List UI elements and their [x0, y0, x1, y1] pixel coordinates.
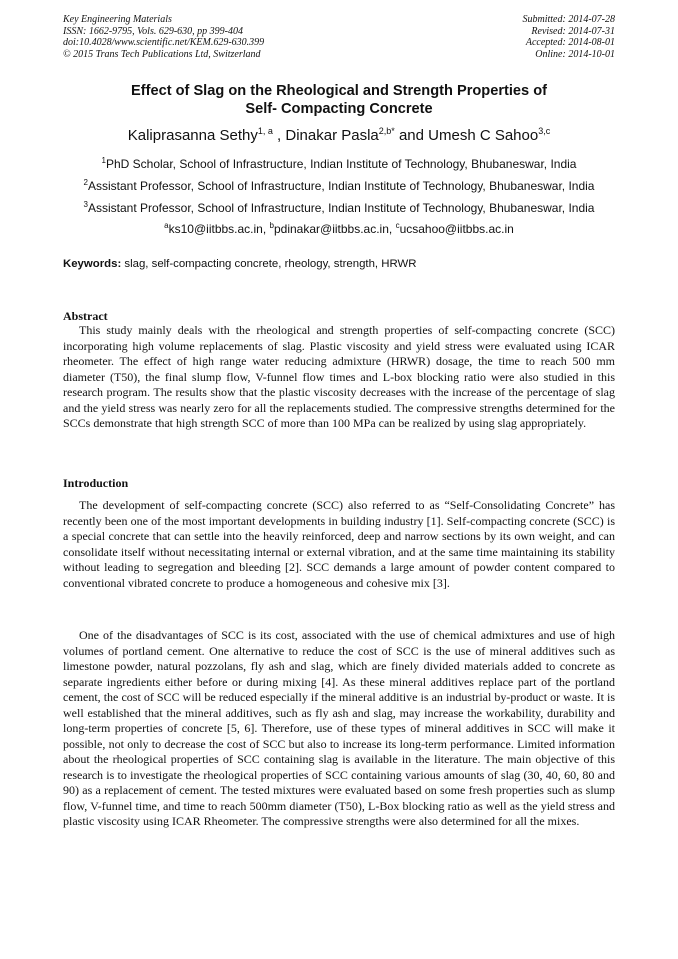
issn-line: ISSN: 1662-9795, Vols. 629-630, pp 399-404: [63, 25, 243, 37]
revised-date: Revised: 2014-07-31: [531, 25, 615, 37]
author-sup: 1, a: [257, 126, 273, 136]
introduction-paragraph-1: [63, 498, 615, 591]
title-line-2: Self- Compacting Concrete: [245, 101, 433, 117]
keywords-list: slag, self-compacting concrete, rheology, strength, HRWR: [121, 258, 417, 270]
author-name: Umesh C Sahoo: [428, 127, 539, 144]
author-name: Kaliprasanna Sethy: [127, 127, 258, 144]
email-sup: a: [164, 221, 169, 230]
submitted-date: Submitted: 2014-07-28: [522, 14, 615, 25]
introduction-heading: Introduction: [63, 476, 129, 490]
affiliation-2: [63, 179, 615, 193]
abstract-heading: Abstract: [63, 309, 108, 323]
email-sup: c: [395, 221, 400, 230]
author-name: Dinakar Pasla: [285, 127, 379, 144]
author-emails: [63, 222, 615, 236]
affiliation-sup: 3: [83, 200, 88, 209]
keywords: [63, 257, 615, 271]
affiliation-sup: 1: [101, 156, 106, 165]
keywords-label: Keywords:: [63, 258, 122, 270]
email-sup: b: [269, 221, 274, 230]
affiliation-1: [63, 157, 615, 171]
journal-name: Key Engineering Materials: [63, 14, 172, 25]
journal-info: [63, 14, 264, 60]
accepted-date: Accepted: 2014-08-01: [525, 37, 615, 49]
email-link[interactable]: ucsahoo@iitbbs.ac.in: [399, 222, 514, 236]
author-separator: and: [394, 127, 429, 144]
email-link[interactable]: pdinakar@iitbbs.ac.in,: [273, 222, 396, 236]
copyright-line: © 2015 Trans Tech Publications Ltd, Switzerland: [63, 48, 261, 60]
paper-title: [63, 82, 615, 118]
author-list: [63, 127, 615, 145]
affiliation-text: Assistant Professor, School of Infrastructure, Indian Institute of Technology, Bhubaneswar, India: [87, 201, 595, 215]
affiliation-text: PhD Scholar, School of Infrastructure, Indian Institute of Technology, Bhubaneswar, India: [105, 157, 577, 171]
author-sup: 2,b*: [378, 126, 395, 136]
abstract-text: [63, 323, 615, 432]
author-sup: 3,c: [538, 126, 551, 136]
author-separator: ,: [272, 127, 286, 144]
email-link[interactable]: ks10@iitbbs.ac.in,: [168, 222, 270, 236]
doi-line: doi:10.4028/www.scientific.net/KEM.629-630.399: [63, 37, 265, 49]
affiliation-text: Assistant Professor, School of Infrastructure, Indian Institute of Technology, Bhubaneswar, India: [87, 179, 595, 193]
title-line-1: Effect of Slag on the Rheological and Strength Properties of: [131, 83, 547, 99]
affiliation-sup: 2: [83, 178, 88, 187]
abstract-body: This study mainly deals with the rheological and strength properties of self-compacting concrete (SCC) incorporating high volume replacements of slag. Plastic viscosity and yield stress were evaluated using ICAR rheometer. The effect of high range water reducing admixture (HRWR) dosage, the time to reach 500 mm diameter (T50), the final slump flow, V-funnel flow times and L-box blocking ratio were also studied in this research program. The results show that the plastic viscosity decreases with the increase of the percentage of slag and the yield stress was nearly zero for all the replacements studied. The compressive strengths determined for the SCCs demonstrate that high strength SCC of more than 100 MPa can be realized by using slag appropriately.: [63, 323, 615, 430]
affiliation-3: [63, 201, 615, 215]
paragraph-body: One of the disadvantages of SCC is its cost, associated with the use of chemical admixtures and use of high volumes of portland cement. One alternative to reduce the cost of SCC is the use of mineral additives such as limestone powder, natural pozzolans, fly ash and slag, which are finely divided materials added to concrete as separate ingredients either before or during mixing [4]. As these mineral additives replace part of the portland cement, the cost of SCC will be reduced especially if the mineral additive is an industrial by-product or waste. It is well established that the mineral additives, such as fly ash and slag, may increase the workability, durability and long-term properties of concrete [5, 6]. Therefore, use of these types of mineral additives in SCC will make it possible, not only to decrease the cost of SCC but also to increase its long-term performance. Limited information about the rheological properties of SCC containing slag is available in the literature. The main objective of this research is to investigate the rheological properties of SCC containing various amounts of slag (30, 40, 60, 80 and 90) as a replacement of cement. The tested mixtures were evaluated based on some fresh properties such as slump flow, V-funnel time, and time to reach 500mm diameter (T50), L-Box blocking ratio as well as the yield stress and plastic viscosity using ICAR Rheometer. The compressive strengths were also determined for all the mixes.: [63, 628, 615, 828]
paragraph-body: The development of self-compacting concrete (SCC) also referred to as “Self-Consolidating Concrete” has recently been one of the most important developments in building industry [1]. Self-compacting concrete (SCC) is a special concrete that can settle into the heavily reinforced, deep and narrow sections by its own weight, and can consolidate itself without necessitating internal or external vibration, and at the same time maintaining its stability without leading to segregation and bleeding [2]. SCC demands a large amount of powder content compared to conventional vibrated concrete to produce a homogeneous and cohesive mix [3].: [63, 498, 615, 590]
introduction-paragraph-2: [63, 628, 615, 830]
submission-dates: [523, 14, 616, 60]
online-date: Online: 2014-10-01: [535, 48, 615, 60]
